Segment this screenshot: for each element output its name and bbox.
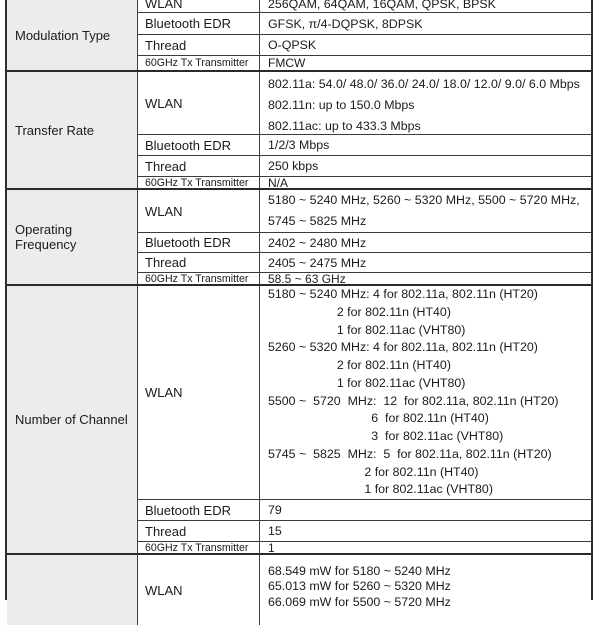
radio-type-cell: WLAN [137, 190, 259, 232]
section-rows [137, 555, 591, 625]
value-cell [259, 190, 591, 232]
value-line: 2 for 802.11n (HT40) [268, 464, 479, 479]
value-line: 1 [268, 540, 275, 555]
value-line: 79 [268, 503, 282, 517]
section-operating-frequency [7, 188, 591, 284]
radio-type-cell: 60GHz Tx Transmitter [137, 542, 259, 553]
value-line: 65.013 mW for 5260 ~ 5320 MHz [268, 579, 451, 594]
value-line: 250 kbps [268, 159, 319, 173]
radio-type-cell: Thread [137, 521, 259, 541]
radio-type-cell: Bluetooth EDR [137, 500, 259, 520]
value-line: 802.11n: up to 150.0 Mbps [268, 98, 415, 112]
spec-table [5, 0, 593, 609]
value-line: 802.11a: 54.0/ 48.0/ 36.0/ 24.0/ 18.0/ 12.0/ 9.0/ 6.0 Mbps [268, 77, 580, 91]
value-line: N/A [268, 175, 289, 190]
section-untitled [7, 553, 591, 625]
value-cell [259, 177, 591, 188]
value-line: 5180 ~ 5240 MHz, 5260 ~ 5320 MHz, 5500 ~ 5720 MHz, [268, 193, 580, 207]
table-row [137, 34, 591, 55]
value-line: 3 for 802.11ac (VHT80) [268, 429, 504, 443]
radio-type-cell: WLAN [137, 72, 259, 134]
value-cell [259, 13, 591, 34]
section-rows [137, 286, 591, 553]
value-line: 68.549 mW for 5180 ~ 5240 MHz [268, 564, 451, 578]
value-line: O-QPSK [268, 38, 317, 52]
section-rows [137, 0, 591, 70]
category-cell: Number of Channel [7, 286, 137, 553]
section-rows [137, 190, 591, 284]
table-row [137, 134, 591, 155]
value-line: 5745 ~ 5825 MHz: 5 for 802.11a, 802.11n (HT20) [268, 446, 552, 461]
category-cell: Operating Frequency [7, 190, 137, 284]
table-row [137, 232, 591, 252]
table-row [137, 12, 591, 34]
value-line: 58.5 ~ 63 GHz [268, 271, 346, 286]
category-cell [7, 555, 137, 625]
value-line: GFSK, π/4-DQPSK, 8DPSK [268, 16, 423, 31]
value-line: 1 for 802.11ac (VHT80) [268, 482, 493, 497]
value-line: 1/2/3 Mbps [268, 138, 330, 152]
table-row [137, 176, 591, 188]
value-line: 5260 ~ 5320 MHz: 4 for 802.11a, 802.11n (HT20) [268, 340, 538, 355]
value-line: 802.11ac: up to 433.3 Mbps [268, 119, 421, 133]
radio-type-cell: Bluetooth EDR [137, 233, 259, 252]
section-modulation-type [7, 0, 591, 70]
table-row [137, 155, 591, 176]
value-cell [259, 72, 591, 134]
value-line: 5180 ~ 5240 MHz: 4 for 802.11a, 802.11n (HT20) [268, 287, 538, 301]
value-line: 2 for 802.11n (HT40) [268, 358, 451, 372]
value-cell [259, 233, 591, 252]
value-cell [259, 542, 591, 553]
radio-type-cell: 60GHz Tx Transmitter [137, 56, 259, 70]
radio-type-cell: 60GHz Tx Transmitter [137, 177, 259, 188]
table-row [137, 499, 591, 520]
radio-type-cell: WLAN [137, 286, 259, 499]
value-line: 15 [268, 524, 282, 538]
radio-type-cell: Bluetooth EDR [137, 13, 259, 34]
value-line: 5745 ~ 5825 MHz [268, 214, 367, 228]
table-row [137, 55, 591, 70]
value-cell [259, 500, 591, 520]
value-cell [259, 0, 591, 12]
section-rows [137, 72, 591, 188]
table-row [137, 541, 591, 553]
table-row [137, 190, 591, 232]
value-cell [259, 135, 591, 155]
value-line: 2 for 802.11n (HT40) [268, 304, 451, 319]
value-cell [259, 555, 591, 625]
value-cell [259, 521, 591, 541]
radio-type-cell: WLAN [137, 0, 259, 12]
value-line: 6 for 802.11n (HT40) [268, 411, 489, 426]
category-cell: Transfer Rate [7, 72, 137, 188]
value-cell [259, 286, 591, 499]
radio-type-cell: Bluetooth EDR [137, 135, 259, 155]
section-transfer-rate [7, 70, 591, 188]
value-line: 1 for 802.11ac (VHT80) [268, 322, 466, 337]
value-line: FMCW [268, 56, 306, 70]
table-row [137, 0, 591, 12]
value-line: 5500 ~ 5720 MHz: 12 for 802.11a, 802.11n (HT20) [268, 393, 559, 408]
category-cell: Modulation Type [7, 0, 137, 70]
radio-type-cell: Thread [137, 253, 259, 272]
table-row [137, 555, 591, 625]
table-row [137, 272, 591, 284]
value-line: 256QAM, 64QAM, 16QAM, QPSK, BPSK [268, 0, 496, 11]
value-cell [259, 253, 591, 272]
value-cell [259, 273, 591, 284]
table-row [137, 252, 591, 272]
radio-type-cell: Thread [137, 35, 259, 55]
radio-type-cell: 60GHz Tx Transmitter [137, 273, 259, 284]
table-row [137, 520, 591, 541]
table-row [137, 286, 591, 499]
value-line: 66.069 mW for 5500 ~ 5720 MHz [268, 594, 451, 609]
value-cell [259, 56, 591, 70]
value-cell [259, 35, 591, 55]
value-line: 2402 ~ 2480 MHz [268, 235, 367, 250]
radio-type-cell: Thread [137, 156, 259, 176]
value-line: 1 for 802.11ac (VHT80) [268, 375, 466, 390]
value-cell [259, 156, 591, 176]
value-line: 2405 ~ 2475 MHz [268, 255, 367, 270]
radio-type-cell: WLAN [137, 555, 259, 625]
table-row [137, 72, 591, 134]
section-number-of-channel [7, 284, 591, 553]
